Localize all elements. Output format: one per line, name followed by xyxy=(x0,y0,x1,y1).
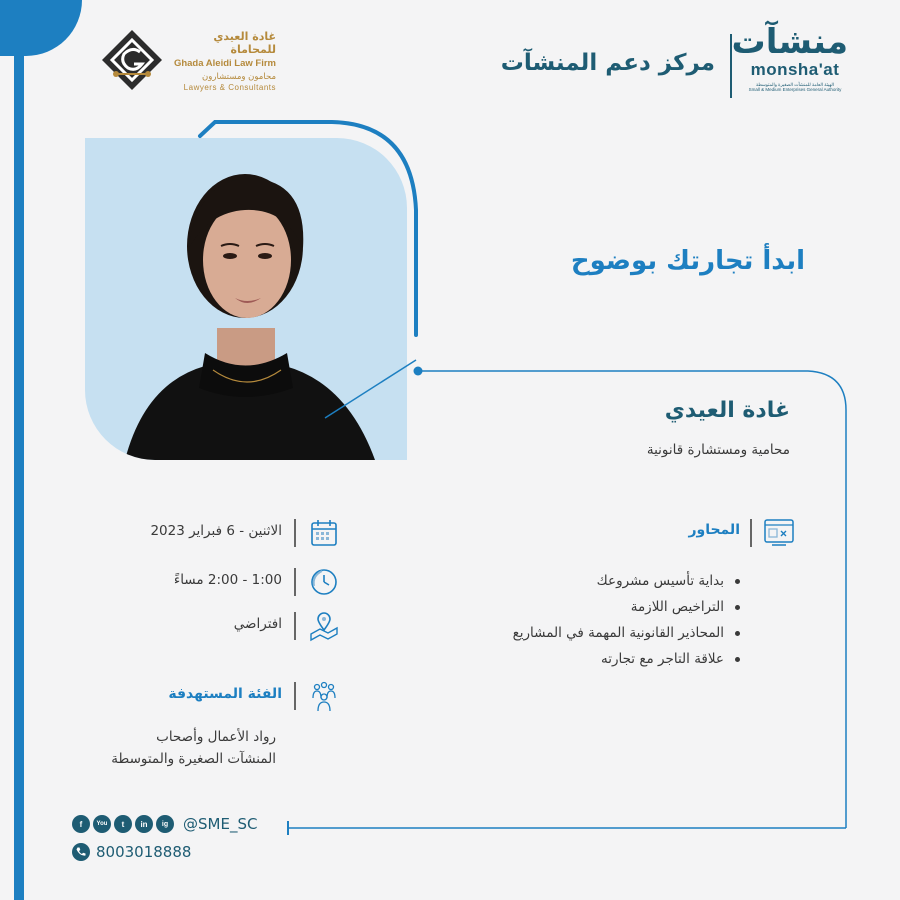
linkedin-icon[interactable]: in xyxy=(135,815,153,833)
law-firm-tagline-ar: محامون ومستشارون xyxy=(202,72,276,82)
youtube-icon[interactable]: You xyxy=(93,815,111,833)
info-separator xyxy=(294,519,296,547)
law-firm-name-en: Ghada Aleidi Law Firm xyxy=(173,58,276,69)
headline: ابدأ تجارتك بوضوح xyxy=(570,246,805,276)
info-separator xyxy=(294,682,296,710)
calendar-icon xyxy=(308,517,340,549)
event-date-row xyxy=(80,517,340,549)
info-separator xyxy=(750,519,752,547)
social-handle[interactable]: @SME_SC xyxy=(183,815,258,833)
info-separator xyxy=(294,568,296,596)
social-links xyxy=(72,814,257,834)
clock-icon xyxy=(308,566,340,598)
event-time-row xyxy=(80,566,340,598)
event-date: الاثنين - 6 فبراير 2023 xyxy=(150,523,282,539)
monshaat-logo-ar: منشآت xyxy=(731,22,848,62)
law-firm-name-ar: غادة العيدي للمحاماة xyxy=(213,30,276,56)
target-audience-line-1: رواد الأعمال وأصحاب xyxy=(156,729,276,745)
phone-number[interactable]: 8003018888 xyxy=(96,843,192,861)
phone-icon xyxy=(72,843,90,861)
event-location-row xyxy=(80,610,340,642)
topic-item: المحاذير القانونية المهمة في المشاريع xyxy=(440,620,740,646)
topics-title: المحاور xyxy=(688,522,740,538)
instagram-icon[interactable]: ig xyxy=(156,815,174,833)
topic-item: التراخيص اللازمة xyxy=(440,594,740,620)
topic-item: بداية تأسيس مشروعك xyxy=(440,568,740,594)
topic-item: علاقة التاجر مع تجارته xyxy=(440,646,740,672)
event-time: 1:00 - 2:00 مساءً xyxy=(173,572,282,588)
people-group-icon xyxy=(308,680,340,712)
event-location: افتراضي xyxy=(233,616,282,632)
phone-row xyxy=(72,842,191,862)
speaker-role: محامية ومستشارة قانونية xyxy=(646,442,790,458)
monshaat-subtitle-ar: الهيئة العامة للمنشآت الصغيرة والمتوسطة xyxy=(755,82,835,87)
target-audience-text xyxy=(70,726,276,770)
info-separator xyxy=(294,612,296,640)
twitter-icon[interactable]: t xyxy=(114,815,132,833)
monshaat-logo-en: monsha'at xyxy=(750,60,840,79)
location-pin-icon xyxy=(308,610,340,642)
topics-header xyxy=(600,516,796,550)
facebook-icon[interactable]: f xyxy=(72,815,90,833)
center-title: مركز دعم المنشآت xyxy=(500,50,715,76)
target-audience-row xyxy=(80,680,340,712)
presentation-board-icon xyxy=(762,516,796,550)
monshaat-subtitle-en: Small & Medium Enterprises General Authority xyxy=(748,87,842,92)
speaker-name: غادة العيدي xyxy=(664,398,790,423)
target-audience-line-2: المنشآت الصغيرة والمتوسطة xyxy=(111,751,276,767)
law-firm-tagline-en: Lawyers & Consultants xyxy=(183,83,276,92)
topics-list xyxy=(440,568,740,672)
target-audience-title: الفئة المستهدفة xyxy=(168,686,282,702)
